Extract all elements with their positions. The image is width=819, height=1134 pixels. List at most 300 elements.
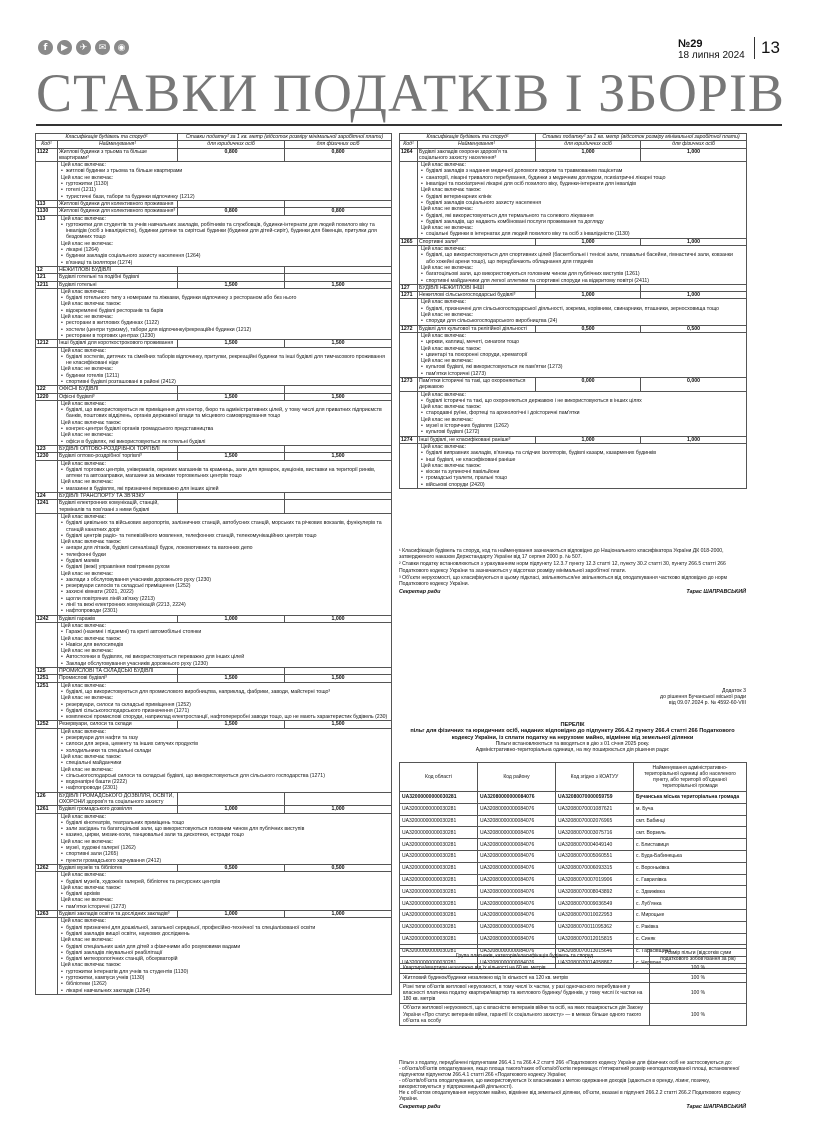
description-bullet: • будівлі виправних закладів, в'язниць та слідчих ізоляторів, будівлі казарм, казармених будинків (421, 450, 743, 456)
description-bullet: • будівлі спеціальних шкіл для дітей з фізичними або розумовими вадами (61, 944, 388, 950)
description-line: Цей клас не включає: (61, 838, 114, 845)
koatuu-head-code: Код згідно з КОАТУУ (556, 763, 634, 792)
row-code: 1251 (36, 675, 58, 682)
telegram-icon[interactable]: ✈ (76, 40, 91, 55)
row-code: 1271 (400, 292, 418, 299)
row-name: Будівлі громадського дозвілля (58, 806, 178, 813)
row-rate-legal: 1,000 (178, 911, 285, 918)
table-row (36, 281, 392, 288)
description-bullet: • холодильники та спеціальні склади (61, 748, 388, 754)
secretary-name: Тарас ШАПРАВСЬКИЙ (686, 1104, 746, 1110)
row-name: НЕЖИТЛОВІ БУДІВЛІ (58, 266, 178, 273)
koatuu-district: UA32080000000084076 (478, 839, 556, 851)
row-description (58, 460, 392, 492)
koatuu-region: UA32000000000030281 (400, 839, 478, 851)
table-row (400, 148, 747, 162)
description-bullet: • бібліотеки (1262) (61, 981, 388, 987)
table-row (400, 391, 747, 436)
koatuu-code: UA32080070008043892 (556, 886, 634, 898)
description-bullet: • соціальні будинки в інтернатах для людей похилого віку та осіб з інвалідністю (1130) (421, 231, 743, 237)
row-rate-individual: 0,800 (285, 208, 392, 215)
table-row (36, 668, 392, 675)
row-code: 123 (36, 445, 58, 452)
description-line: Цей клас включає також: (61, 962, 122, 969)
table-row (400, 886, 747, 898)
koatuu-code: UA32080070003075716 (556, 827, 634, 839)
koatuu-code: UA32080070002076965 (556, 815, 634, 827)
perelik-effective: Пільги встановлюються та вводяться в дію з 01 січня 2025 року. (495, 740, 650, 747)
relief-size: 100 % (650, 964, 747, 973)
table-head-legal: для юридичних осіб (178, 141, 285, 148)
row-rate-individual: 1,000 (641, 292, 747, 299)
koatuu-district: UA32080000000084076 (478, 933, 556, 945)
row-rate-individual (285, 386, 392, 393)
table-row (400, 292, 747, 299)
description-line: Цей клас включає: (61, 288, 106, 295)
koatuu-head-district: Код району (478, 763, 556, 792)
koatuu-district: UA32080000000084076 (478, 957, 556, 969)
description-bullet: • ресторани в житлових будинках (1122) (61, 320, 388, 326)
description-bullet: • будівлі ветеринарних клінік (421, 194, 743, 200)
table-row (400, 973, 747, 982)
description-line: Цей клас не включає: (61, 766, 114, 773)
row-name: ОФІСНІ БУДІВЛІ (58, 386, 178, 393)
description-line: Цей клас не включає: (61, 937, 114, 944)
koatuu-name: с. Мироцьке (634, 909, 747, 921)
row-rate-legal: 1,000 (536, 148, 641, 162)
row-rate-legal (536, 284, 641, 291)
row-code: 124 (36, 493, 58, 500)
table-row (400, 862, 747, 874)
table-row (400, 827, 747, 839)
row-rate-individual (285, 266, 392, 273)
issue-info (678, 39, 745, 61)
table-row (400, 299, 747, 325)
description-bullet: • будівлі, що використовуються для спортивних цілей (баскетбольні і тенісні зали, плавальні басейни, гімнастичні зали, ковзанки або хокейні арени тощо), що передбачають обладнання для глядачів (421, 252, 743, 265)
row-code: 1274 (400, 436, 418, 443)
relief-note: Не є об'єктом оподаткування нерухоме майно, відмінне від земельної ділянки, об'єкти, вказані в підпункті 266.2.2 статті 266.2 Податкового кодексу України. (399, 1090, 741, 1102)
koatuu-code: UA32080070004049140 (556, 839, 634, 851)
row-rate-legal (178, 200, 285, 207)
description-bullet: • лікарні (1264) (61, 247, 388, 253)
description-bullet: • захисні кімнати (2021, 2022) (61, 589, 388, 595)
signature-line (399, 589, 746, 595)
description-bullet: • будівлі сільськогосподарського призначення (1271) (61, 708, 388, 714)
row-description (58, 622, 392, 667)
row-rate-individual (285, 493, 392, 500)
youtube-icon[interactable]: ▶ (57, 40, 72, 55)
row-code: 1272 (400, 325, 418, 332)
koatuu-code: UA32080070012015815 (556, 933, 634, 945)
description-bullet: • гуртожитки, кампуси учнів (1130) (61, 975, 388, 981)
description-line: Цей клас не включає: (421, 416, 474, 423)
description-bullet: • гуртожитки (1130) (61, 181, 388, 187)
description-bullet: • спортивні зали (1265) (61, 851, 388, 857)
table-row (36, 728, 392, 792)
row-code (36, 813, 58, 864)
row-name: Нежитлові сільськогосподарські будівлі³ (418, 292, 536, 299)
table-row (36, 500, 392, 514)
description-line: Цей клас включає: (61, 215, 106, 222)
table-row (36, 453, 392, 460)
description-line: Цей клас включає: (421, 391, 466, 398)
koatuu-code: UA32080070014058867 (556, 957, 634, 969)
description-line: Цей клас включає також: (61, 753, 122, 760)
description-bullet: • будинки закладів соціального захисту населення (1264) (61, 253, 388, 259)
description-line: Цей клас включає: (61, 622, 106, 629)
row-description (58, 813, 392, 864)
description-bullet: • зали засідань та багатоцільові зали, що використовуються головним чином для публічних виступів (61, 826, 388, 832)
description-bullet: • стародавні руїни, фортеці та археологічні і доісторичні пам'ятки (421, 410, 743, 416)
row-rate-legal (178, 386, 285, 393)
relief-size: 100 % (650, 1004, 747, 1026)
description-line: Цей клас включає: (61, 513, 106, 520)
row-description (58, 288, 392, 339)
relief-note: - об'єктів/об'єкта оподаткування, що використовуються їх власниками з метою одержання доходів (здаються в оренду, лізинг, позичку, використовуються у підприємницькій діяльності). (399, 1078, 710, 1090)
koatuu-table-container (399, 762, 746, 969)
row-name: Будівлі електронних комунікацій, станцій, терміналів та пов'язані з ними будівлі (58, 500, 178, 514)
table-row (400, 964, 747, 973)
description-bullet: • будівлі закладів лікувальної реабілітації (61, 950, 388, 956)
row-name: Будівлі гаражів (58, 615, 178, 622)
description-bullet: • будівлі закладів з надання медичної допомоги хворим та травмованим пацієнтам (421, 168, 743, 174)
row-description (58, 513, 392, 615)
row-rate-legal: 1,500 (178, 675, 285, 682)
relief-table-container (399, 948, 746, 1026)
row-code (400, 391, 418, 436)
table-row (36, 682, 392, 721)
row-description (58, 400, 392, 445)
koatuu-district: UA32080000000084076 (478, 827, 556, 839)
row-code (400, 332, 418, 377)
relief-group: Різні типи об'єктів житлової нерухомості, в тому числі їх частки, у разі одночасного перебування у власності платника податку квартири/квартир та житлового будинку/ будинків, у тому числі їх частки на 180 кв. метрів (400, 982, 650, 1004)
table-row (36, 400, 392, 445)
description-bullet: • будівлі закладів, що надають комбіновані послуги проживання та догляду (421, 219, 743, 225)
row-description (418, 443, 747, 488)
description-bullet: • інвалідні та психіатричні лікарні для осіб похилого віку, будинки-інтернати для інвалідів (421, 181, 743, 187)
koatuu-region: UA32000000000030281 (400, 874, 478, 886)
description-bullet: • будівлі торгових центрів, універмагів, окремих магазинів та крамниць, зали для ярмарок, аукціонів, виставки на території ринків, аптеки та автозаправки, магазини за межами торговельних центрів тощо (61, 467, 388, 480)
description-bullet: • кіоски та зупиночні павільйони (421, 469, 743, 475)
koatuu-code: UA32080070006093315 (556, 862, 634, 874)
description-bullet: • будівлі метеорологічних станцій, обсерваторій (61, 956, 388, 962)
description-line: Цей клас включає: (421, 162, 466, 169)
koatuu-name: с. Вороньківка (634, 862, 747, 874)
table-head-classification: Класифікація будівель та споруд¹ (36, 134, 178, 141)
table-row (400, 246, 747, 285)
right-rates-table (399, 133, 747, 489)
description-line: Цей клас включає також: (61, 539, 122, 546)
row-rate-individual: 1,500 (285, 675, 392, 682)
social-icons (38, 40, 129, 55)
row-code: 121 (36, 274, 58, 281)
koatuu-region: UA32000000000030281 (400, 792, 478, 804)
table-row (400, 874, 747, 886)
row-rate-legal (178, 445, 285, 452)
description-bullet: • лінії та вежі електронних комунікацій (2213, 2224) (61, 602, 388, 608)
relief-group: Об'єкти житлової нерухомості, що є власністю ветеранів війни та осіб, на яких поширюється дія Закону України «Про статус ветеранів війни, гарантії їх соціального захисту» — в межах більше одного такого об'єкта на особу (400, 1004, 650, 1026)
row-name: Будівлі закладів освіти та дослідних закладів³ (58, 911, 178, 918)
description-bullet: • в'язниці та ізолятори (1274) (61, 260, 388, 266)
description-bullet: • казино, цирки, мюзик-холи, танцювальні зали та дискотеки, естради тощо (61, 832, 388, 838)
table-row (400, 982, 747, 1004)
row-name: Офісні будівлі³ (58, 393, 178, 400)
row-rate-legal: 1,000 (178, 615, 285, 622)
description-line: Цей клас включає: (421, 299, 466, 306)
koatuu-district: UA32080000000084076 (478, 945, 556, 957)
table-row (400, 909, 747, 921)
row-code (36, 460, 58, 492)
koatuu-region: UA32000000000030281 (400, 921, 478, 933)
footnotes (399, 548, 746, 595)
description-bullet: • багатоцільові зали, що використовуються головним чином для публічних виступів (1261) (421, 271, 743, 277)
row-name: Інші будівлі, не класифіковані раніше³ (418, 436, 536, 443)
row-code (36, 347, 58, 386)
description-line: Цей клас включає: (61, 162, 106, 169)
description-bullet: • музеї, художні галереї (1262) (61, 845, 388, 851)
row-code (36, 288, 58, 339)
koatuu-code: UA32080070009036549 (556, 898, 634, 910)
row-rate-legal: 1,000 (536, 238, 641, 245)
row-rate-legal: 1,000 (178, 806, 285, 813)
row-code: 126 (36, 792, 58, 806)
row-code (36, 872, 58, 911)
row-code (36, 513, 58, 615)
table-row (36, 622, 392, 667)
description-line: Цей клас включає також: (421, 345, 482, 352)
table-row (36, 460, 392, 492)
table-row (36, 513, 392, 615)
row-code: 1230 (36, 453, 58, 460)
row-name: Будівлі оптово-роздрібної торгівлі³ (58, 453, 178, 460)
relief-group: Житловий будинок/будинки незалежно від їх кількості на 120 кв. метрів (400, 973, 650, 982)
row-rate-legal (178, 668, 285, 675)
description-line: Цей клас включає: (421, 332, 466, 339)
title-rule (36, 124, 782, 126)
table-head-individual: для фізичних осіб (641, 141, 747, 148)
table-head-name: Найменування¹ (58, 141, 178, 148)
row-rate-individual: 1,000 (641, 238, 747, 245)
row-rate-individual (641, 284, 747, 291)
description-line: Цей клас включає: (61, 728, 106, 735)
table-row (36, 208, 392, 215)
description-bullet: • ресторани в торгових центрах (1230) (61, 333, 388, 339)
table-row (36, 813, 392, 864)
row-rate-legal: 1,000 (536, 292, 641, 299)
row-description (58, 347, 392, 386)
koatuu-region: UA32000000000030281 (400, 803, 478, 815)
description-bullet: • Автостоянки в будівлях, які використовуються переважно для інших цілей (61, 654, 388, 660)
table-head-code: Код¹ (36, 141, 58, 148)
table-row (400, 436, 747, 443)
koatuu-district: UA32080000000084076 (478, 792, 556, 804)
table-head-legal: для юридичних осіб (536, 141, 641, 148)
description-line: Цей клас включає: (61, 400, 106, 407)
description-bullet: • будівлі музеїв, художніх галерей, бібліотек та ресурсних центрів (61, 879, 388, 885)
koatuu-name: м. Буча (634, 803, 747, 815)
koatuu-district: UA32080000000084076 (478, 862, 556, 874)
koatuu-district: UA32080000000084076 (478, 909, 556, 921)
row-code: 1262 (36, 864, 58, 871)
email-icon[interactable]: ✉ (95, 40, 110, 55)
description-bullet: • культові будівлі (1272) (421, 429, 743, 435)
relief-notes (399, 1060, 746, 1110)
description-bullet: • інші будівлі, не класифіковані раніше (421, 457, 743, 463)
row-rate-legal: 1,000 (536, 436, 641, 443)
description-bullet: • будівлі маяків (61, 558, 388, 564)
row-rate-individual: 1,500 (285, 393, 392, 400)
table-head-rates: Ставки податку² за 1 кв. метр (відсоток розміру мінімальної заробітної плати) (178, 134, 392, 141)
description-bullet: • будівлі (вежі) управління повітряним рухом (61, 564, 388, 570)
table-row (36, 340, 392, 347)
row-rate-individual: 0,000 (641, 377, 747, 391)
row-description (58, 215, 392, 266)
row-rate-individual: 0,800 (285, 148, 392, 162)
description-bullet: • резервуари для нафти та газу (61, 735, 388, 741)
table-row (36, 615, 392, 622)
koatuu-region: UA32000000000030281 (400, 862, 478, 874)
description-line: Цей клас включає: (61, 813, 106, 820)
koatuu-region: UA32000000000030281 (400, 933, 478, 945)
table-row (36, 872, 392, 911)
row-code: 1264 (400, 148, 418, 162)
table-row (36, 675, 392, 682)
row-name: Будівлі для культової та релігійної діяльності (418, 325, 536, 332)
row-rate-individual (285, 500, 392, 514)
row-rate-legal: 0,000 (536, 377, 641, 391)
description-bullet: • готелі (1211) (61, 187, 388, 193)
koatuu-code: UA32080070005060551 (556, 850, 634, 862)
left-rates-table-container (35, 133, 391, 995)
table-row (36, 347, 392, 386)
row-code: 1263 (36, 911, 58, 918)
issue-number: №29 (678, 38, 703, 50)
row-code: 1265 (400, 238, 418, 245)
row-name: Спортивні зали³ (418, 238, 536, 245)
description-line: Цей клас включає також: (61, 635, 122, 642)
description-bullet: • споруди для сільськогосподарського виробництва (24) (421, 318, 743, 324)
row-name: ПРОМИСЛОВІ ТА СКЛАДСЬКІ БУДІВЛІ (58, 668, 178, 675)
annex-line: Додаток 3 (722, 688, 746, 694)
row-code: 127 (400, 284, 418, 291)
description-line: Цей клас не включає: (61, 240, 114, 247)
koatuu-code: UA32080070010022953 (556, 909, 634, 921)
table-row (400, 803, 747, 815)
koatuu-code: UA32080070011095362 (556, 921, 634, 933)
koatuu-name: с. Буда-Бабинецька (634, 850, 747, 862)
row-description (58, 162, 392, 201)
description-bullet: • резервуари силосів та складські приміщення (1252) (61, 583, 388, 589)
koatuu-region: UA32000000000030281 (400, 850, 478, 862)
koatuu-name: с. Луб'янка (634, 898, 747, 910)
koatuu-head-region: Код області (400, 763, 478, 792)
row-description (418, 162, 747, 239)
row-rate-legal (178, 274, 285, 281)
facebook-icon[interactable]: f (38, 40, 53, 55)
row-rate-legal: 1,500 (178, 453, 285, 460)
row-code: 125 (36, 668, 58, 675)
row-rate-individual: 0,500 (285, 864, 392, 871)
description-bullet: • ангари для літаків, будівлі сигналізації будок, локомотивних та вагонних депо (61, 545, 388, 551)
row-code (400, 299, 418, 325)
row-rate-individual: 1,500 (285, 721, 392, 728)
table-row (36, 393, 392, 400)
row-rate-individual: 1,500 (285, 281, 392, 288)
row-code (36, 622, 58, 667)
koatuu-code: UA32080070013015646 (556, 945, 634, 957)
koatuu-name: смт. Ворзель (634, 827, 747, 839)
description-bullet: • будівлі готельного типу з номерами та ліжками, будинки відпочинку з рестораном або без нього (61, 295, 388, 301)
table-row (36, 493, 392, 500)
description-bullet: • лікарні навчальних закладів (1264) (61, 988, 388, 994)
row-description (58, 872, 392, 911)
row-code (400, 162, 418, 239)
table-row (400, 933, 747, 945)
instagram-icon[interactable]: ◉ (114, 40, 129, 55)
signature-line (399, 1104, 746, 1110)
koatuu-code: UA32080070000059759 (556, 792, 634, 804)
description-line: Цей клас не включає: (421, 264, 474, 271)
secretary-name: Тарас ШАПРАВСЬКИЙ (686, 589, 746, 596)
description-bullet: • резервуари, силоси та складські приміщення (1252) (61, 702, 388, 708)
koatuu-name: с. Червоне (634, 957, 747, 969)
table-head-individual: для фізичних осіб (285, 141, 392, 148)
row-code: 1242 (36, 615, 58, 622)
description-line: Цей клас не включає: (61, 432, 114, 439)
row-name: Будівлі готельні (58, 281, 178, 288)
description-line: Цей клас не включає: (421, 312, 474, 319)
table-row (400, 443, 747, 488)
row-rate-individual: 0,500 (641, 325, 747, 332)
page-title: СТАВКИ ПОДАТКІВ І ЗБОРІВ (36, 63, 785, 123)
row-rate-individual (285, 200, 392, 207)
koatuu-district: UA32080000000084076 (478, 850, 556, 862)
row-description (418, 299, 747, 325)
relief-note: - об'єкта/об'єктів оподаткування, якщо площа такого/таких об'єкта/об'єктів перевищує п'ятикратний розмір неоподатковуваної площі, встановленої підпунктом підпунктом 266.4.1 статті 266 «Податкового кодексу України; (399, 1066, 740, 1078)
row-rate-individual: 1,000 (641, 436, 747, 443)
row-rate-legal (178, 266, 285, 273)
row-rate-legal: 1,500 (178, 393, 285, 400)
right-rates-table-container (399, 133, 746, 489)
description-line: Цей клас включає: (61, 347, 106, 354)
row-rate-individual: 1,000 (285, 806, 392, 813)
row-rate-individual (285, 274, 392, 281)
row-rate-individual: 1,000 (641, 148, 747, 162)
row-rate-individual (285, 668, 392, 675)
table-head-classification: Класифікація будівель та споруд¹ (400, 134, 536, 141)
koatuu-district: UA32080000000084076 (478, 815, 556, 827)
table-row (36, 215, 392, 266)
annex-line: від 09.07.2024 р. № 4592-60-VIII (668, 700, 746, 707)
row-description (58, 728, 392, 792)
description-bullet: • санаторії, лікарні тривалого перебування, будинки з медичним доглядом, психіатричні лікарні тощо (421, 175, 743, 181)
footnote: ² Ставки податку встановлюються з урахуванням норм підпункту 12.3.7 пункту 12.3 статті 12, пункту 30.2 статті 30, пункту 266.5 статті 266 Податкового кодексу України та зазначаються у відсотках розміру мінімальної заробітної плати. (399, 561, 726, 574)
row-rate-individual: 1,000 (285, 911, 392, 918)
row-code: 1130 (36, 208, 58, 215)
row-name: Житлові будинки з трьома та більше квартирами³ (58, 148, 178, 162)
row-rate-individual: 1,500 (285, 340, 392, 347)
perelik-heading (399, 722, 746, 753)
relief-table (399, 948, 747, 1026)
table-row (400, 325, 747, 332)
koatuu-region: UA32000000000030281 (400, 886, 478, 898)
koatuu-region: UA32000000000030281 (400, 898, 478, 910)
row-rate-individual: 1,500 (285, 453, 392, 460)
row-name: Будівлі готельні та подібні будівлі (58, 274, 178, 281)
annex-reference (640, 688, 746, 707)
description-bullet: • нафтопроводи (2301) (61, 785, 388, 791)
koatuu-region: UA32000000000030281 (400, 957, 478, 969)
